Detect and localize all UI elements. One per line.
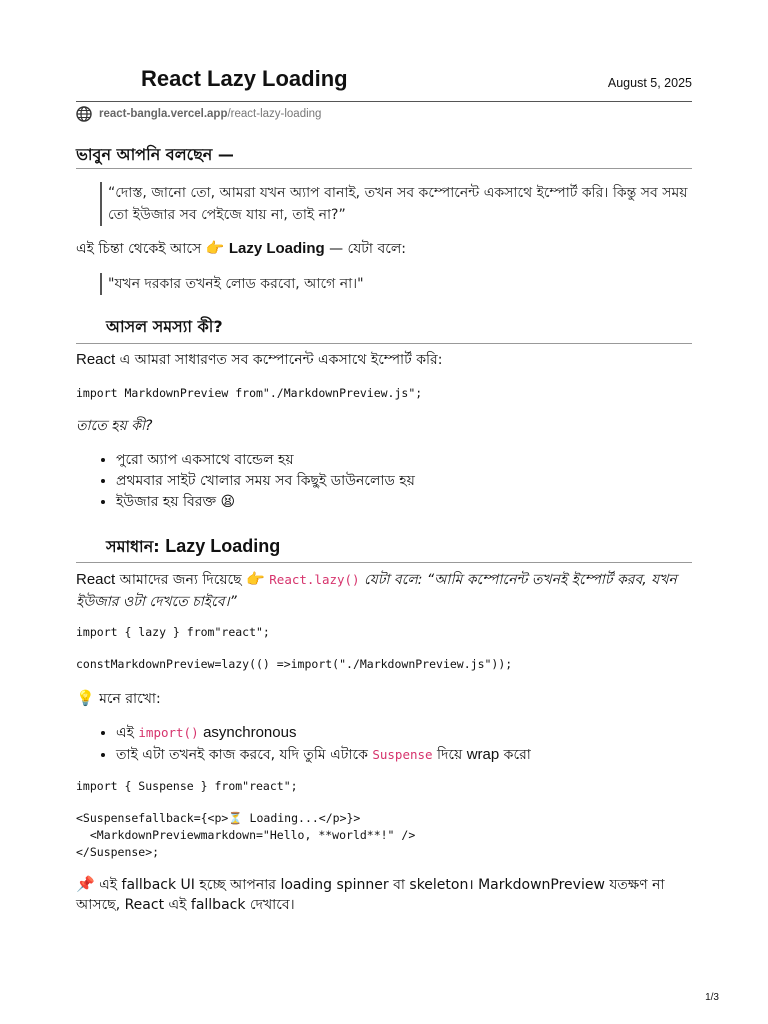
pointing-hand-icon: 👉: [246, 570, 265, 588]
pushpin-icon: 📌: [76, 875, 95, 893]
code-import-static: import MarkdownPreview from"./MarkdownPreview.js";: [76, 386, 423, 400]
problem-paragraph: React এ আমরা সাধারণত সব কম্পোনেন্ট একসাথে ইম্পোর্ট করি:: [76, 351, 443, 368]
page-title: React Lazy Loading: [141, 66, 348, 91]
page-number: 1/3: [705, 992, 719, 1003]
section-heading-solution: সমাধান: Lazy Loading: [106, 536, 281, 556]
url-path: /react-lazy-loading: [227, 108, 322, 120]
lightbulb-icon: 💡: [76, 689, 95, 707]
problem-list: [76, 450, 415, 513]
inline-code-suspense: Suspense: [372, 747, 433, 762]
list-item: • পুরো অ্যাপ একসাথে বান্ডেল হয়: [116, 450, 415, 471]
list-item: • এই import() asynchronous: [116, 722, 531, 744]
url-host: react-bangla.vercel.app: [99, 108, 228, 120]
code-markdown-preview: <MarkdownPreviewmarkdown="Hello, **world**!" />: [76, 828, 416, 842]
section-divider: [76, 343, 692, 344]
tip-line: 💡 মনে রাখো:: [76, 689, 161, 707]
code-suspense-open: <Suspensefallback={<p>⏳ Loading...</p>}>: [76, 811, 361, 825]
question-text: তাতে হয় কী?: [76, 418, 153, 434]
section-heading-problem: আসল সমস্যা কী?: [106, 317, 223, 336]
code-import-suspense: import { Suspense } from"react";: [76, 779, 298, 793]
solution-paragraph: React আমাদের জন্য দিয়েছে 👉 React.lazy() যেটা বলে: “আমি কম্পোনেন্ট তখনই ইম্পোর্ট করব, যখন ইউজার ওটা দেখতে চাইবে।”: [76, 570, 677, 610]
tip-list: [76, 722, 531, 766]
list-item: • তাই এটা তখনই কাজ করবে, যদি তুমি এটাকে Suspense দিয়ে wrap করো: [116, 744, 531, 766]
globe-icon: [76, 106, 92, 122]
intro-paragraph: এই চিন্তা থেকেই আসে 👉 Lazy Loading — যেটা বলে:: [76, 239, 407, 257]
list-item: • প্রথমবার সাইট খোলার সময় সব কিছুই ডাউনলোড হয়: [116, 471, 415, 492]
code-lazy-declaration: constMarkdownPreview=lazy(() =>import("./MarkdownPreview.js"));: [76, 657, 513, 671]
blockquote-friend: “দোস্ত, জানো তো, আমরা যখন অ্যাপ বানাই, তখন সব কম্পোনেন্ট একসাথে ইম্পোর্ট করি। কিন্তু সব সময় তো ইউজার সব পেইজে যায় না, তাই না?”: [100, 182, 690, 226]
code-import-lazy: import { lazy } from"react";: [76, 625, 270, 639]
code-suspense-close: </Suspense>;: [76, 845, 160, 859]
blockquote-load-when-needed: "যখন দরকার তখনই লোড করবো, আগে না।": [100, 273, 364, 295]
pointing-hand-icon: 👉: [205, 239, 225, 257]
lazy-loading-bold: Lazy Loading: [228, 240, 325, 257]
inline-code-react-lazy: React.lazy(): [269, 572, 360, 587]
list-item: • ইউজার হয় বিরক্ত 😫: [116, 492, 415, 513]
source-url[interactable]: [76, 106, 321, 122]
section-divider: [76, 562, 692, 563]
inline-code-import: import(): [138, 725, 199, 740]
section-heading-imagine: ভাবুন আপনি বলছেন —: [76, 145, 234, 164]
fallback-note: 📌 এই fallback UI হচ্ছে আপনার loading spinner বা skeleton। MarkdownPreview যতক্ষণ না আসছে, React এই fallback দেখাবে।: [76, 875, 665, 913]
print-date: August 5, 2025: [607, 76, 692, 90]
section-divider: [76, 168, 692, 169]
title-divider: [76, 101, 692, 102]
